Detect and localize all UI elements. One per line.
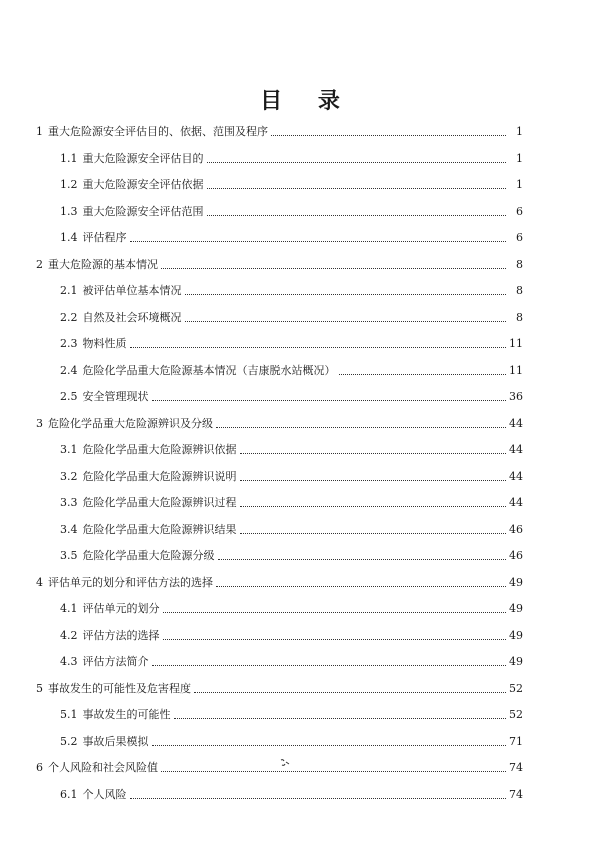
dot-leader (130, 797, 507, 799)
toc-section-entry (60, 548, 523, 564)
toc-entry-number: 4.1 (60, 602, 78, 615)
toc-page-number: 52 (509, 708, 523, 721)
toc-entry-number: 6 (36, 761, 43, 774)
dot-leader (218, 558, 507, 560)
dot-leader (152, 664, 507, 666)
toc-page-number: 1 (516, 125, 523, 138)
toc-section-entry (60, 601, 523, 617)
toc-entry-title: 危险化学品重大危险源辨识及分级 (48, 416, 213, 430)
toc-entry-number: 5.2 (60, 734, 78, 748)
toc-entry-number: 1.2 (60, 178, 78, 191)
toc-page-number: 8 (516, 310, 523, 324)
toc-entry-title: 个人风险和社会风险值 (48, 761, 158, 774)
toc-page-number: 49 (509, 655, 523, 668)
toc-entry-title: 事故发生的可能性 (82, 708, 171, 721)
toc-entry-title: 评估方法简介 (82, 655, 149, 668)
toc-chapter-entry (36, 416, 523, 432)
toc-page-number: 8 (516, 284, 523, 297)
toc-entry-number: 2.4 (60, 363, 78, 377)
toc-entry-number: 3 (36, 416, 43, 430)
toc-entry-number: 2.5 (60, 390, 78, 403)
toc-page-number: 1 (516, 178, 523, 191)
toc-section-entry (60, 522, 523, 538)
toc-entry-number: 1.1 (60, 151, 78, 165)
toc-entry-number: 4.3 (60, 655, 78, 668)
dot-leader (240, 452, 507, 454)
toc-entry-number: 3.1 (60, 443, 78, 456)
toc-page-number: 49 (509, 628, 523, 642)
toc-entry-number: 2.1 (60, 284, 78, 297)
toc-entry-title: 个人风险 (82, 787, 127, 801)
toc-section-entry (60, 336, 523, 352)
toc-section-entry (60, 787, 523, 803)
scan-speck-mark (278, 758, 292, 768)
toc-page-number: 74 (509, 787, 523, 801)
toc-section-entry (60, 230, 523, 246)
toc-section-entry (60, 734, 523, 750)
toc-entry-number: 4.2 (60, 628, 78, 642)
toc-entry-number: 1.3 (60, 204, 78, 218)
toc-entry-title: 重大危险源的基本情况 (48, 257, 158, 271)
toc-entry-number: 4 (36, 575, 43, 589)
toc-section-entry (60, 442, 523, 458)
toc-page-number: 71 (509, 734, 523, 748)
toc-entry-title: 评估方法的选择 (82, 628, 160, 642)
toc-entry-title: 危险化学品重大危险源辨识说明 (82, 469, 237, 483)
dot-leader (194, 691, 506, 693)
toc-page-number: 46 (509, 522, 523, 536)
toc-page-number: 44 (509, 496, 523, 509)
dot-leader (130, 240, 507, 242)
toc-entry-number: 2.3 (60, 337, 78, 350)
dot-leader (152, 399, 507, 401)
toc-entry-title: 物料性质 (82, 337, 127, 350)
toc-page-number: 8 (516, 257, 523, 271)
toc-chapter-entry (36, 575, 523, 591)
table-of-contents (0, 118, 600, 818)
toc-entry-number: 3.2 (60, 469, 78, 483)
toc-chapter-entry (36, 681, 523, 697)
toc-entry-number: 3.3 (60, 496, 78, 509)
toc-entry-number: 3.4 (60, 522, 78, 536)
toc-section-entry (60, 654, 523, 670)
toc-page-number: 6 (516, 204, 523, 218)
toc-entry-number: 3.5 (60, 549, 78, 562)
toc-page-number: 1 (516, 151, 523, 165)
dot-leader (216, 426, 506, 428)
toc-entry-number: 1 (36, 125, 43, 138)
toc-entry-number: 1.4 (60, 231, 78, 244)
toc-section-entry (60, 707, 523, 723)
toc-page-number: 36 (509, 390, 523, 403)
toc-section-entry (60, 283, 523, 299)
dot-leader (185, 320, 507, 322)
toc-entry-title: 重大危险源安全评估范围 (82, 204, 204, 218)
toc-page-number: 49 (509, 575, 523, 589)
toc-entry-number: 5.1 (60, 708, 78, 721)
dot-leader (240, 479, 507, 481)
toc-page-number: 49 (509, 602, 523, 615)
dot-leader (185, 293, 507, 295)
toc-page-number: 11 (509, 337, 523, 350)
toc-entry-number: 2 (36, 257, 43, 271)
dot-leader (339, 373, 507, 375)
toc-entry-title: 危险化学品重大危险源辨识结果 (82, 522, 237, 536)
dot-leader (163, 638, 507, 640)
toc-page-number: 52 (509, 681, 523, 695)
page-title: 目 录 (260, 88, 354, 114)
toc-section-entry (60, 628, 523, 644)
toc-entry-number: 5 (36, 681, 43, 695)
toc-section-entry (60, 495, 523, 511)
toc-section-entry (60, 363, 523, 379)
dot-leader (130, 346, 507, 348)
toc-section-entry (60, 469, 523, 485)
dot-leader (271, 134, 506, 136)
toc-entry-title: 自然及社会环境概况 (82, 310, 182, 324)
toc-entry-title: 危险化学品重大危险源辨识过程 (82, 496, 237, 509)
toc-entry-number: 6.1 (60, 787, 78, 801)
toc-page-number: 44 (509, 443, 523, 456)
toc-chapter-entry (36, 124, 523, 140)
dot-leader (240, 505, 507, 507)
toc-entry-title: 重大危险源安全评估依据 (82, 178, 204, 191)
toc-chapter-entry (36, 257, 523, 273)
toc-entry-title: 危险化学品重大危险源基本情况（吉康脱水站概况） (82, 363, 336, 377)
dot-leader (174, 717, 507, 719)
toc-page-number: 6 (516, 231, 523, 244)
dot-leader (163, 611, 507, 613)
toc-page-number: 44 (509, 416, 523, 430)
toc-entry-number: 2.2 (60, 310, 78, 324)
toc-section-entry (60, 310, 523, 326)
toc-entry-title: 安全管理现状 (82, 390, 149, 403)
dot-leader (240, 532, 507, 534)
toc-page-number: 46 (509, 549, 523, 562)
dot-leader (161, 267, 506, 269)
dot-leader (152, 744, 507, 746)
toc-entry-title: 危险化学品重大危险源辨识依据 (82, 443, 237, 456)
toc-section-entry (60, 177, 523, 193)
toc-page-number: 44 (509, 469, 523, 483)
toc-entry-title: 事故后果模拟 (82, 734, 149, 748)
toc-section-entry (60, 204, 523, 220)
toc-page-number: 11 (509, 363, 523, 377)
dot-leader (207, 214, 507, 216)
toc-page-number: 74 (509, 761, 523, 774)
toc-entry-title: 评估单元的划分和评估方法的选择 (48, 575, 213, 589)
dot-leader (216, 585, 506, 587)
dot-leader (161, 770, 506, 772)
toc-entry-title: 被评估单位基本情况 (82, 284, 182, 297)
dot-leader (207, 161, 507, 163)
toc-entry-title: 评估程序 (82, 231, 127, 244)
dot-leader (207, 187, 507, 189)
toc-entry-title: 事故发生的可能性及危害程度 (48, 681, 191, 695)
toc-entry-title: 危险化学品重大危险源分级 (82, 549, 215, 562)
toc-entry-title: 重大危险源安全评估目的、依据、范围及程序 (48, 125, 268, 138)
toc-entry-title: 重大危险源安全评估目的 (82, 151, 204, 165)
toc-entry-title: 评估单元的划分 (82, 602, 160, 615)
toc-section-entry (60, 151, 523, 167)
toc-section-entry (60, 389, 523, 405)
